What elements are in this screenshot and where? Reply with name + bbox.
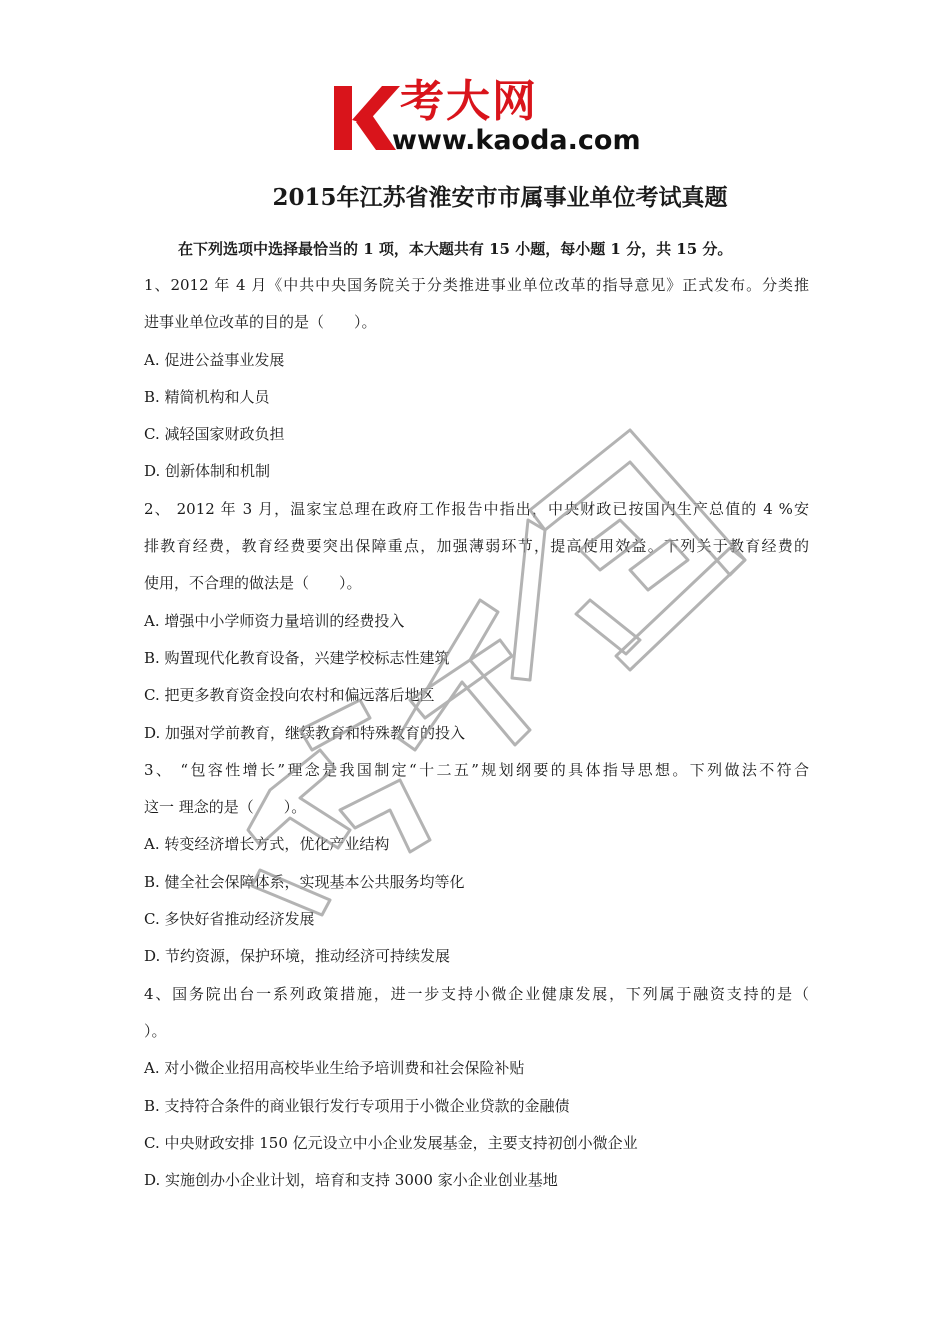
content-line: A. 对小微企业招用高校毕业生给予培训费和社会保险补贴 [144, 1059, 525, 1078]
content-line: B. 购置现代化教育设备，兴建学校标志性建筑 [144, 648, 450, 667]
content-line: C. 减轻国家财政负担 [144, 425, 285, 444]
content-line: D. 创新体制和机制 [144, 462, 271, 481]
content-line: 1、2012 年 4 月《中共中央国务院关于分类推进事业单位改革的指导意见》正式发布。分类推 [144, 276, 809, 294]
content-line: D. 节约资源，保护环境，推动经济可持续发展 [144, 947, 451, 966]
brand-name: 考大网 [400, 76, 538, 127]
content-line: A. 促进公益事业发展 [144, 350, 285, 369]
brand-url[interactable]: www.kaoda.com [392, 125, 641, 156]
content-line: A. 转变经济增长方式，优化产业结构 [144, 835, 390, 854]
page-title: 2015年江苏省淮安市市属事业单位考试真题 [272, 184, 728, 211]
k-logo-icon [330, 82, 400, 154]
content-line: D. 实施创办小企业计划，培育和支持 3000 家小企业创业基地 [144, 1171, 558, 1190]
content-line: ）。 [144, 1021, 167, 1040]
content-line: B. 支持符合条件的商业银行发行专项用于小微企业贷款的金融债 [144, 1096, 570, 1115]
site-logo[interactable] [330, 78, 660, 160]
content-line: C. 多快好省推动经济发展 [144, 910, 315, 929]
content-line: 4、国务院出台一系列政策措施，进一步支持小微企业健康发展，下列属于融资支持的是（ [144, 984, 809, 1003]
content-line: 这一 理念的是（ ）。 [144, 798, 307, 817]
content-line: C. 把更多教育资金投向农村和偏远落后地区 [144, 686, 435, 705]
content-line: C. 中央财政安排 150 亿元设立中小企业发展基金，主要支持初创小微企业 [144, 1133, 638, 1152]
content-line: A. 增强中小学师资力量培训的经费投入 [144, 611, 405, 630]
content-line: 3、 “包容性增长”理念是我国制定“十二五”规划纲要的具体指导思想。下列做法不符合 [144, 760, 809, 779]
content-line: 排教育经费，教育经费要突出保障重点，加强薄弱环节，提高使用效益。下列关于教育经费的 [144, 537, 809, 556]
exam-instruction: 在下列选项中选择最恰当的 1 项，本大题共有 15 小题，每小题 1 分，共 15 分。 [178, 240, 733, 258]
content-line: 使用，不合理的做法是（ ）。 [144, 574, 362, 593]
content-line: B. 健全社会保障体系，实现基本公共服务均等化 [144, 872, 465, 891]
content-line: 进事业单位改革的目的是（ ）。 [144, 313, 377, 332]
content-line: D. 加强对学前教育，继续教育和特殊教育的投入 [144, 723, 466, 742]
content-line: 2、 2012 年 3 月，温家宝总理在政府工作报告中指出，中央财政已按国内生产总值的 4 %安 [144, 499, 809, 518]
question-content [144, 270, 809, 1202]
content-line: B. 精简机构和人员 [144, 387, 270, 406]
